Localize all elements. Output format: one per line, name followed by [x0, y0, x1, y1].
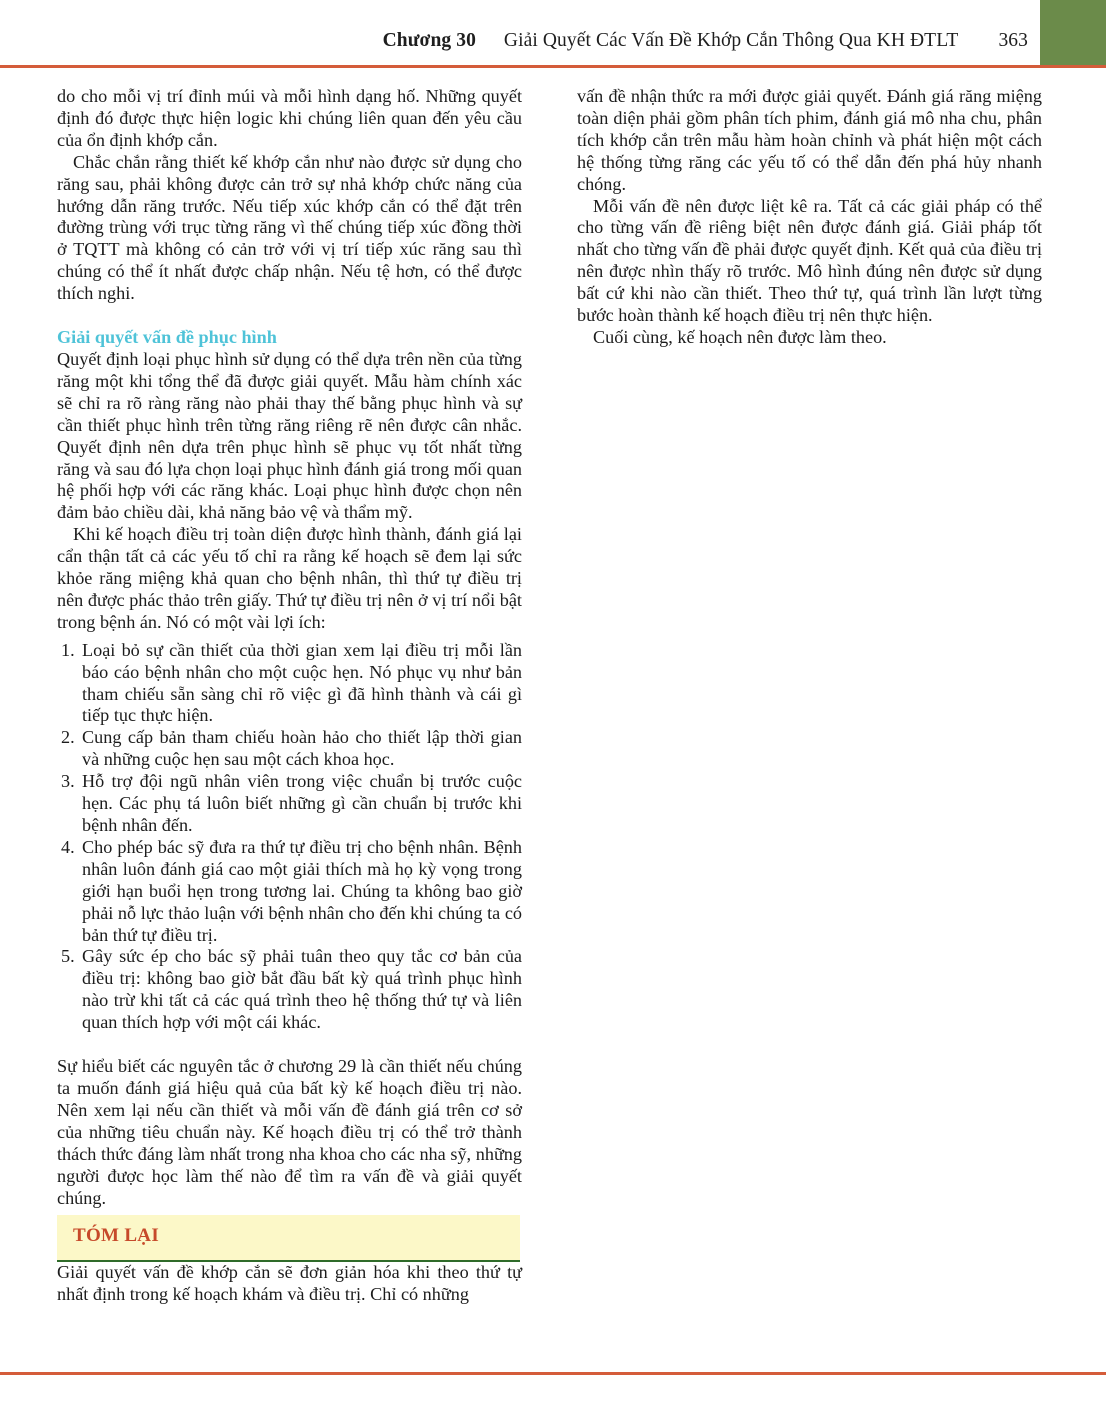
- chapter-title: Giải Quyết Các Vấn Đề Khớp Cắn Thông Qua KH ĐTLT: [503, 30, 959, 51]
- benefits-list: [57, 640, 522, 1034]
- paragraph: vấn đề nhận thức ra mới được giải quyết. Đánh giá răng miệng toàn diện phải gồm phân tích phim, đánh giá mô nha chu, phân tích khớp cắn trên mẫu hàm hoàn chỉnh và phát hiện một cách hệ thống từng răng các yếu tố có thể dẫn đến phá hủy nhanh chóng.: [577, 86, 1042, 194]
- list-item: [57, 946, 522, 1034]
- section-heading: Giải quyết vấn đề phục hình: [57, 327, 277, 348]
- list-number: 4.: [61, 836, 75, 857]
- page-number: 363: [998, 30, 1028, 51]
- list-number: 5.: [61, 946, 75, 967]
- list-text: Gây sức ép cho bác sỹ phải tuân theo quy tắc cơ bản của điều trị: không bao giờ bắt đầu bất kỳ quá trình phục hình nào trừ khi tất cả các quá trình theo hệ thống thứ tự và liên quan thích hợp với một cái khác.: [82, 946, 522, 1033]
- paragraph: Quyết định loại phục hình sử dụng có thể dựa trên nền của từng răng một khi tổng thể đã được giải quyết. Mẫu hàm chính xác sẽ chỉ ra rõ ràng răng nào phải thay thế bằng phục hình và sự cần thiết phục hình trên từng răng riêng rẽ nên được cân nhắc. Quyết định nên dựa trên phục hình sẽ phục vụ tốt nhất từng răng và sau đó lựa chọn loại phục hình đánh giá trong mối quan hệ phối hợp với các răng khác. Loại phục hình được chọn nên đảm bảo chiều dài, khả năng bảo vệ và thẩm mỹ.: [57, 348, 522, 523]
- paragraph: Cuối cùng, kế hoạch nên được làm theo.: [593, 326, 887, 347]
- chapter-tab: [1040, 0, 1106, 66]
- header-rule: [0, 65, 1106, 68]
- list-number: 3.: [61, 771, 75, 792]
- page-header: [0, 0, 1106, 66]
- left-column: [57, 86, 522, 1306]
- list-number: 2.: [61, 727, 75, 748]
- paragraph: Giải quyết vấn đề khớp cắn sẽ đơn giản hóa khi theo thứ tự nhất định trong kế hoạch khám và điều trị. Chỉ có những: [57, 1262, 522, 1305]
- running-header: [383, 30, 1028, 52]
- list-text: Cho phép bác sỹ đưa ra thứ tự điều trị cho bệnh nhân. Bệnh nhân luôn đánh giá cao một giải thích mà họ kỳ vọng trong giới hạn buổi hẹn trong tương lai. Chúng ta không bao giờ phải nỗ lực thảo luận với bệnh nhân cho đến khi chúng ta có bản thứ tự điều trị.: [82, 836, 522, 945]
- paragraph: Sự hiểu biết các nguyên tắc ở chương 29 là cần thiết nếu chúng ta muốn đánh giá hiệu quả của bất kỳ kế hoạch điều trị nào. Nên xem lại nếu cần thiết và mỗi vấn đề đánh giá trên cơ sở của những tiêu chuẩn này. Kế hoạch điều trị có thể trở thành thách thức đáng làm nhất trong nha khoa cho các nha sỹ, những người được học làm thế nào để tìm ra vấn đề và giải quyết chúng.: [57, 1056, 522, 1208]
- paragraph: do cho mỗi vị trí đỉnh múi và mỗi hình dạng hố. Những quyết định đó được thực hiện logic khi chúng liên quan đến yêu cầu của ổn định khớp cắn.: [57, 86, 522, 150]
- list-item: [57, 640, 522, 728]
- summary-title: TÓM LẠI: [73, 1225, 160, 1247]
- paragraph: Khi kế hoạch điều trị toàn diện được hình thành, đánh giá lại cẩn thận tất cả các yếu tố chỉ ra rằng kế hoạch sẽ đem lại sức khỏe răng miệng khả quan cho bệnh nhân, thì thứ tự điều trị nên được phác thảo trên giấy. Thứ tự điều trị nên ở vị trí nổi bật trong bệnh án. Nó có một vài lợi ích:: [57, 524, 522, 632]
- list-number: 1.: [61, 639, 75, 660]
- list-text: Hỗ trợ đội ngũ nhân viên trong việc chuẩn bị trước cuộc hẹn. Các phụ tá luôn biết những gì cần chuẩn bị trước khi bệnh nhân đến.: [82, 771, 522, 835]
- list-text: Cung cấp bản tham chiếu hoàn hảo cho thiết lập thời gian và những cuộc hẹn sau một cách khoa học.: [82, 727, 522, 770]
- chapter-label: Chương 30: [382, 30, 476, 51]
- right-column: [577, 86, 1042, 349]
- list-text: Loại bỏ sự cần thiết của thời gian xem lại điều trị mỗi lần báo cáo bệnh nhân cho một cuộc hẹn. Nó phục vụ như bản tham chiếu sẵn sàng chỉ rõ việc gì đã hình thành và cái gì tiếp tục thực hiện.: [82, 639, 522, 726]
- paragraph: Mỗi vấn đề nên được liệt kê ra. Tất cả các giải pháp có thể cho từng vấn đề riêng biệt nên được đánh giá. Giải pháp tốt nhất cho từng vấn đề phải được quyết định. Kết quả của điều trị nên được nhìn thấy rõ trước. Mô hình đúng nên được sử dụng bất cứ khi nào cần thiết. Theo thứ tự, quá trình lần lượt từng bước hoàn thành kế hoạch điều trị nên thực hiện.: [577, 195, 1042, 326]
- list-item: [57, 727, 522, 771]
- summary-box: [57, 1215, 520, 1262]
- list-item: [57, 837, 522, 947]
- list-item: [57, 771, 522, 837]
- footer-rule: [0, 1372, 1106, 1375]
- paragraph: Chắc chắn rằng thiết kế khớp cắn như nào được sử dụng cho răng sau, phải không được cản trở sự nhả khớp chức năng của hướng dẫn răng trước. Nếu tiếp xúc khớp cắn có thể đặt trên đường trùng với trục từng răng vì thế chúng tiếp xúc đồng thời ở TQTT mà không có cản trở với vị trí tiếp xúc răng sau thì chúng có thể ít nhất được chấp nhận. Nếu tệ hơn, có thể được thích nghi.: [57, 151, 522, 304]
